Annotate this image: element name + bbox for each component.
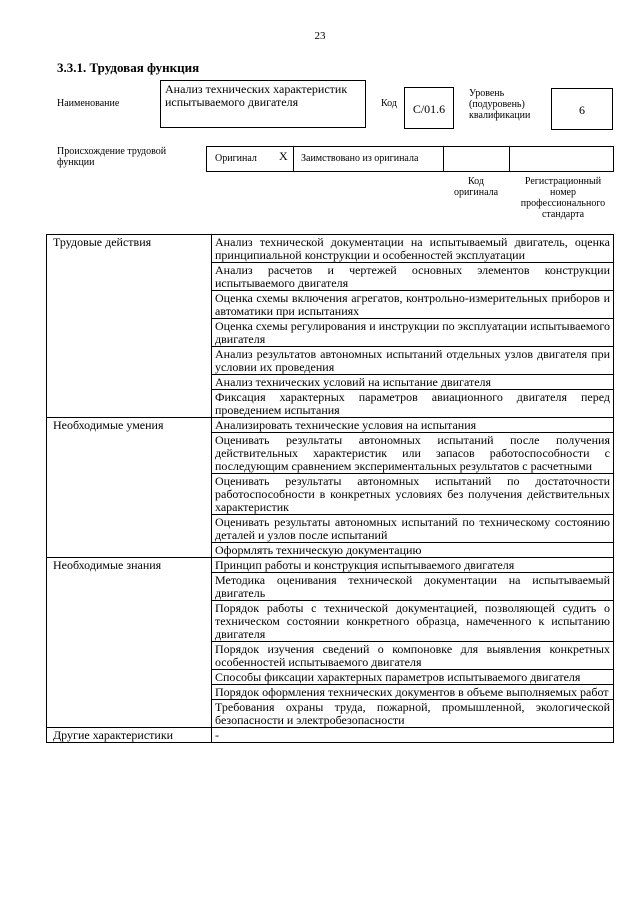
table-cell: Анализ технических условий на испытание двигателя — [212, 375, 614, 390]
table-cell: Методика оценивания технической документации на испытываемый двигатель — [212, 573, 614, 601]
name-label: Наименование — [57, 98, 120, 109]
table-row — [47, 235, 614, 263]
code-original-caption: Код оригинала — [453, 176, 499, 198]
table-row — [47, 418, 614, 433]
code-value-box — [404, 87, 454, 129]
table-cell: Фиксация характерных параметров авиационного двигателя перед проведением испытания — [212, 390, 614, 418]
function-table — [46, 234, 614, 743]
level-label: Уровень (подуровень) квалификации — [469, 88, 531, 121]
table-cell: Анализ технической документации на испытываемый двигатель, оценка принципиальной конструкции и особенностей эксплуатации — [212, 235, 614, 263]
table-cell: Способы фиксации характерных параметров испытываемого двигателя — [212, 670, 614, 685]
divider — [293, 147, 294, 171]
table-cell: Оценка схемы регулирования и инструкции по эксплуатации испытываемого двигателя — [212, 319, 614, 347]
borrowed-label: Заимствовано из оригинала — [301, 153, 419, 164]
table-cell: Порядок изучения сведений о компоновке для выявления конкретных особенностей испытываемого двигателя — [212, 642, 614, 670]
section-label: Другие характеристики — [47, 728, 212, 743]
code-label: Код — [381, 98, 397, 109]
original-label: Оригинал — [215, 153, 257, 164]
table-cell: Анализ результатов автономных испытаний отдельных узлов двигателя при условии их проведения — [212, 347, 614, 375]
divider — [509, 147, 510, 171]
table-cell: - — [212, 728, 614, 743]
section-label: Необходимые знания — [47, 558, 212, 728]
table-cell: Требования охраны труда, пожарной, промышленной, экологической безопасности и электробезопасности — [212, 700, 614, 728]
page-number: 23 — [314, 30, 326, 42]
divider — [443, 147, 444, 171]
origin-row — [206, 146, 614, 172]
code-value: С/01.6 — [412, 102, 446, 116]
table-cell: Оценка схемы включения агрегатов, контрольно-измерительных приборов и автоматики при испытаниях — [212, 291, 614, 319]
table-row — [47, 558, 614, 573]
level-value-box — [551, 88, 613, 130]
section-label: Трудовые действия — [47, 235, 212, 418]
table-cell: Оценивать результаты автономных испытаний по достаточности работоспособности в конкретных условиях без получения действительных характеристик — [212, 474, 614, 515]
level-value: 6 — [579, 103, 585, 117]
name-value-box — [160, 80, 366, 128]
section-label: Необходимые умения — [47, 418, 212, 558]
table-cell: Порядок оформления технических документов в объеме выполняемых работ — [212, 685, 614, 700]
section-title: 3.3.1. Трудовая функция — [57, 60, 200, 75]
table-cell: Оценивать результаты автономных испытаний после получения действительных характеристик или запасов работоспособности с последующим сравнением экспериментальных результатов с расчетными — [212, 433, 614, 474]
reg-number-caption: Регистрационный номер профессионального стандарта — [520, 176, 606, 220]
original-mark: X — [279, 149, 288, 163]
table-row — [47, 728, 614, 743]
table-cell: Анализировать технические условия на испытания — [212, 418, 614, 433]
table-cell: Анализ расчетов и чертежей основных элементов конструкции испытываемого двигателя — [212, 263, 614, 291]
table-cell: Оценивать результаты автономных испытаний по техническому состоянию деталей и узлов после испытаний — [212, 515, 614, 543]
name-value: Анализ технических характеристик испытываемого двигателя — [165, 82, 348, 109]
table-cell: Принцип работы и конструкция испытываемого двигателя — [212, 558, 614, 573]
table-cell: Оформлять техническую документацию — [212, 543, 614, 558]
table-cell: Порядок работы с технической документацией, позволяющей судить о техническом состоянии конкретного образца, намеченного к испытанию двигателя — [212, 601, 614, 642]
origin-label: Происхождение трудовой функции — [57, 146, 167, 168]
